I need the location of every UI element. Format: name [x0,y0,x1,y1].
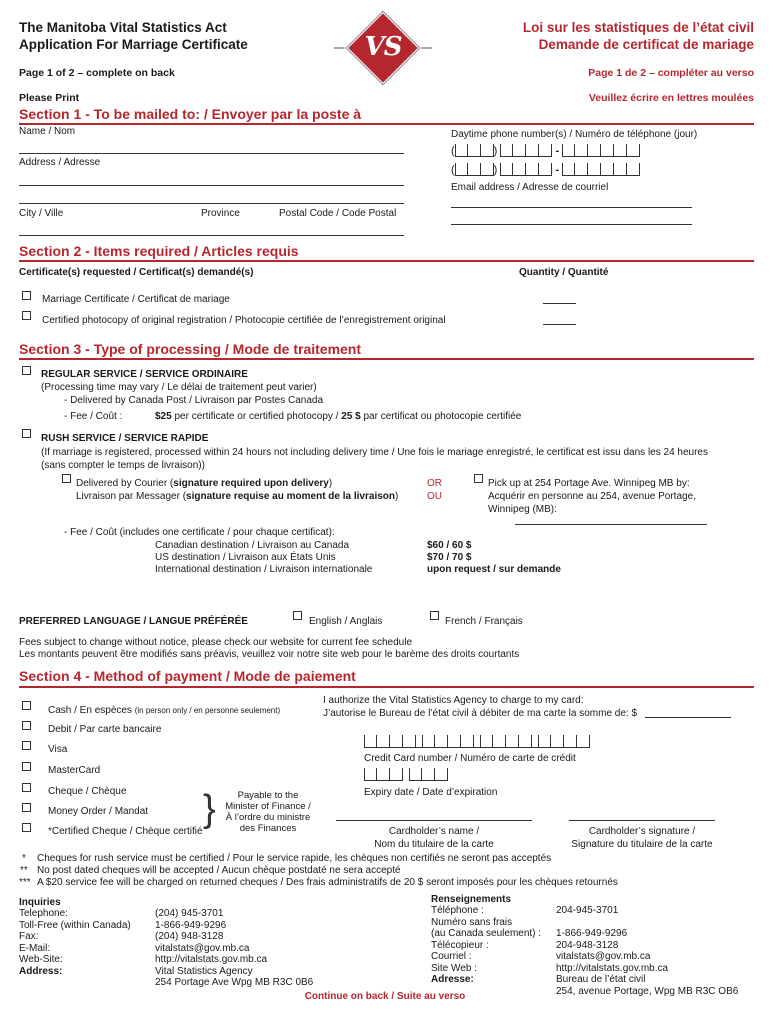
renseignements-tollfree-label-2: (au Canada seulement) : [431,928,542,939]
ou-label: OU [427,491,442,502]
payable-to [222,790,314,834]
act-name-fr: Loi sur les statistiques de l’état civil [522,20,754,35]
page-note-fr: Page 1 de 2 – compléter au verso [588,67,754,79]
regular-fee-text [155,410,521,423]
visa-label: Visa [48,744,68,755]
authorize-en: I authorize the Vital Statistics Agency to charge to my card: [323,695,584,706]
section2-rule [19,260,754,262]
courier-fr-c: ) [395,491,399,502]
phone-label: Daytime phone number(s) / Numéro de téléphone (jour) [451,129,698,140]
certificates-header: Certificate(s) requested / Certificat(s) demandé(s) [19,267,254,278]
regular-fee-mid: per certificate or certified photocopy / [171,411,342,422]
cash-small-text: (in person only / en personne seulement) [134,706,281,715]
rush-price-canada: $60 / 60 $ [427,540,472,551]
cardholder-signature-fr: Signature du titulaire de la carte [571,839,713,850]
page-note-en: Page 1 of 2 – complete on back [19,67,175,79]
inquiries-address-label: Address: [19,965,63,977]
visa-checkbox[interactable] [22,741,31,750]
email-field-1[interactable] [451,207,692,208]
card-number-field[interactable] [364,735,590,748]
section2-title: Section 2 - Items required / Articles requis [19,243,299,259]
rush-fee-intro: - Fee / Coût (includes one certificate / pour chaque certificat): [64,527,335,538]
section1-title: Section 1 - To be mailed to: / Envoyer par la poste à [19,106,362,122]
pickup-date-field[interactable] [515,524,707,525]
cash-label [48,704,280,717]
rush-price-us: $70 / 70 $ [427,552,472,563]
regular-service-note: (Processing time may vary / Le délai de traitement peut varier) [41,382,317,393]
mastercard-checkbox[interactable] [22,762,31,771]
cardholder-name-field[interactable] [336,820,532,821]
note-1-text: Cheques for rush service must be certified / Pour le service rapide, les chèques non certifiés ne seront pas acceptés [37,853,552,864]
money-order-checkbox[interactable] [22,803,31,812]
renseignements-spacer [556,917,738,929]
english-label: English / Anglais [309,616,383,627]
rush-service-note-2: (sans compter le temps de livraison)) [41,460,205,471]
pickup-label-3: Winnipeg (MB): [488,504,557,515]
french-checkbox[interactable] [430,611,439,620]
rush-service-checkbox[interactable] [22,429,31,438]
form-name-fr: Demande de certificat de mariage [538,37,754,52]
courier-en-b: signature required upon delivery [173,478,329,489]
city-province-postal-field[interactable] [19,235,404,236]
rush-service-title: RUSH SERVICE / SERVICE RAPIDE [41,433,209,444]
or-label: OR [427,478,442,489]
payable-line-1: Payable to the [237,790,299,801]
title-fr [523,19,754,53]
inquiries-email[interactable]: vitalstats@gov.mb.ca [155,942,250,954]
renseignements-title: Renseignements [431,894,512,905]
inquiries-address-1: Vital Statistics Agency [155,965,253,977]
rush-dest-us: US destination / Livraison aux États Unis [155,552,336,563]
cardholder-signature-label [556,825,728,851]
vs-logo [334,10,432,88]
courier-fr-b: signature requise au moment de la livraison [186,491,395,502]
inquiries-tollfree-label: Toll-Free (within Canada) [19,919,131,931]
inquiries-labels [19,908,131,977]
cheque-checkbox[interactable] [22,783,31,792]
certified-photocopy-quantity[interactable] [543,324,576,325]
expiry-label: Expiry date / Date d’expiration [364,787,498,798]
address-field-1[interactable] [19,185,404,186]
regular-fee-amount-en: $25 [155,411,172,422]
section1-rule [19,123,754,125]
money-order-label: Money Order / Mandat [48,806,149,817]
name-label: Name / Nom [19,126,76,137]
section4-rule [19,686,754,688]
section4-title: Section 4 - Method of payment / Mode de paiement [19,668,356,684]
card-number-label: Credit Card number / Numéro de carte de crédit [364,753,576,764]
payable-line-3: À l’ordre du ministre [225,812,311,823]
regular-service-delivery: - Delivered by Canada Post / Livraison par Postes Canada [64,395,324,406]
inquiries-fax: (204) 948-3128 [155,931,224,942]
fees-note-fr: Les montants peuvent être modifiés sans préavis, veuillez voir notre site web pour le barème des droits courtants [19,649,520,660]
debit-checkbox[interactable] [22,721,31,730]
email-field-2[interactable] [451,224,692,225]
authorize-fr: J’autorise le Bureau de l’état civil à débiter de ma carte la somme de: $ [323,708,638,719]
vs-logo-text: VS [364,32,402,62]
inquiries-fax-label: Fax: [19,931,39,942]
note-1-marker: * [22,853,26,864]
preferred-language-label: PREFERRED LANGUAGE / LANGUE PRÉFÉRÉE [19,616,248,627]
name-field[interactable] [19,153,404,154]
province-label: Province [201,208,240,219]
inquiries-title: Inquiries [19,897,61,908]
cardholder-name-en: Cardholder’s name / [388,826,480,837]
marriage-certificate-quantity[interactable] [543,303,576,304]
courier-label-en [76,477,332,490]
section3-title: Section 3 - Type of processing / Mode de traitement [19,341,362,357]
charge-amount-field[interactable] [645,717,731,718]
renseignements-address-label: Adresse: [431,974,474,985]
expiry-field[interactable] [364,768,448,780]
rush-dest-international: International destination / Livraison internationale [155,564,373,575]
note-2-text: No post dated cheques will be accepted / Aucun chèque postdaté ne sera accepté [37,865,401,876]
phone-field-2[interactable]: ( ) - [451,163,640,177]
renseignements-website-label: Site Web : [431,962,477,974]
fees-note-en: Fees subject to change without notice, please check our website for current fee schedule [19,637,413,648]
certified-cheque-label: *Certified Cheque / Chèque certifié [48,826,203,837]
quantity-header: Quantity / Quantité [519,267,609,278]
renseignements-values [556,905,738,997]
pickup-label-2: Acquérir en personne au 254, avenue Portage, [488,491,696,502]
print-note-fr: Veuillez écrire en lettres moulées [588,92,754,104]
certified-cheque-checkbox[interactable] [22,823,31,832]
cardholder-signature-field[interactable] [569,820,715,821]
continue-on-back: Continue on back / Suite au verso [304,991,466,1002]
regular-fee-amount-fr: 25 $ [341,411,361,422]
inquiries-address-2: 254 Portage Ave Wpg MB R3C 0B6 [155,977,314,988]
cash-text: Cash / En espèces [48,705,132,716]
renseignements-fax-label: Télécopieur : [431,939,489,951]
mastercard-label: MasterCard [48,765,101,776]
renseignements-email-label: Courriel : [431,951,472,962]
renseignements-website[interactable]: http://vitalstats.gov.mb.ca [556,962,669,974]
regular-fee-end: par certificat ou photocopie certifiée [360,411,522,422]
phone-field-1[interactable]: ( ) - [451,144,640,158]
french-label: French / Français [445,616,523,627]
print-note-en: Please Print [19,92,80,104]
certified-photocopy-label: Certified photocopy of original registration / Photocopie certifiée de l’enregistrement original [42,315,446,326]
cheque-label: Cheque / Chèque [48,786,127,797]
email-label: Email address / Adresse de courriel [451,182,609,193]
postal-label: Postal Code / Code Postal [279,208,397,219]
payable-line-2: Minister of Finance / [225,801,311,812]
renseignements-tollfree-label-1: Numéro sans frais [431,916,513,928]
renseignements-address-1: Bureau de l’état civil [556,974,646,985]
act-name-en: The Manitoba Vital Statistics Act [19,20,227,35]
inquiries-telephone: (204) 945-3701 [155,908,224,919]
address-field-2[interactable] [19,203,404,204]
renseignements-address-2: 254, avenue Portage, Wpg MB R3C OB6 [556,985,739,997]
marriage-certificate-label: Marriage Certificate / Certificat de mariage [42,294,230,305]
rush-service-note-1: (If marriage is registered, processed within 24 hours not including delivery time / Une fois le mariage enregistré, le certificat est issu dans les 24 heures [41,447,708,458]
inquiries-values [155,908,313,989]
renseignements-telephone-label: Téléphone : [431,905,484,916]
inquiries-website-label: Web-Site: [19,954,63,965]
payable-line-4: des Finances [239,823,297,834]
regular-fee-label: - Fee / Coût : [64,411,123,422]
payable-brace-icon: } [203,788,216,830]
inquiries-email-label: E-Mail: [19,942,51,954]
note-3-text: A $20 service fee will be charged on returned cheques / Des frais administratifs de 20 $ seront imposés pour les chèques retournés [37,877,618,888]
pickup-label-1: Pick up at 254 Portage Ave. Winnipeg MB by: [488,478,690,489]
renseignements-telephone: 204-945-3701 [556,905,619,916]
cardholder-name-label [336,825,532,851]
regular-service-checkbox[interactable] [22,366,31,375]
pickup-checkbox[interactable] [474,474,483,483]
section3-rule [19,358,754,360]
renseignements-tollfree: 1-866-949-9296 [556,928,628,939]
note-3-marker: *** [19,877,31,888]
certified-photocopy-checkbox[interactable] [22,311,31,320]
rush-dest-canada: Canadian destination / Livraison au Canada [155,540,350,551]
inquiries-website[interactable]: http://vitalstats.gov.mb.ca [155,954,268,965]
inquiries-telephone-label: Telephone: [19,908,68,919]
courier-label-fr [76,490,398,503]
form-name-en: Application For Marriage Certificate [19,37,248,52]
address-label: Address / Adresse [19,157,101,168]
english-checkbox[interactable] [293,611,302,620]
note-2-marker: ** [20,865,28,876]
cardholder-signature-en: Cardholder’s signature / [588,826,696,837]
renseignements-labels [431,905,541,986]
renseignements-email[interactable]: vitalstats@gov.mb.ca [556,951,651,962]
courier-en-c: ) [328,478,333,489]
debit-label: Debit / Par carte bancaire [48,724,162,735]
title-en [19,19,248,53]
courier-checkbox[interactable] [62,474,71,483]
marriage-certificate-checkbox[interactable] [22,291,31,300]
inquiries-tollfree: 1-866-949-9296 [155,919,227,931]
city-label: City / Ville [19,208,64,219]
cash-checkbox[interactable] [22,701,31,710]
regular-service-title: REGULAR SERVICE / SERVICE ORDINAIRE [41,369,248,380]
rush-price-international: upon request / sur demande [427,564,561,575]
courier-en-a: Delivered by Courier ( [76,478,174,489]
renseignements-fax: 204-948-3128 [556,939,619,951]
cardholder-name-fr: Nom du titulaire de la carte [374,839,494,850]
courier-fr-a: Livraison par Messager ( [76,491,187,502]
